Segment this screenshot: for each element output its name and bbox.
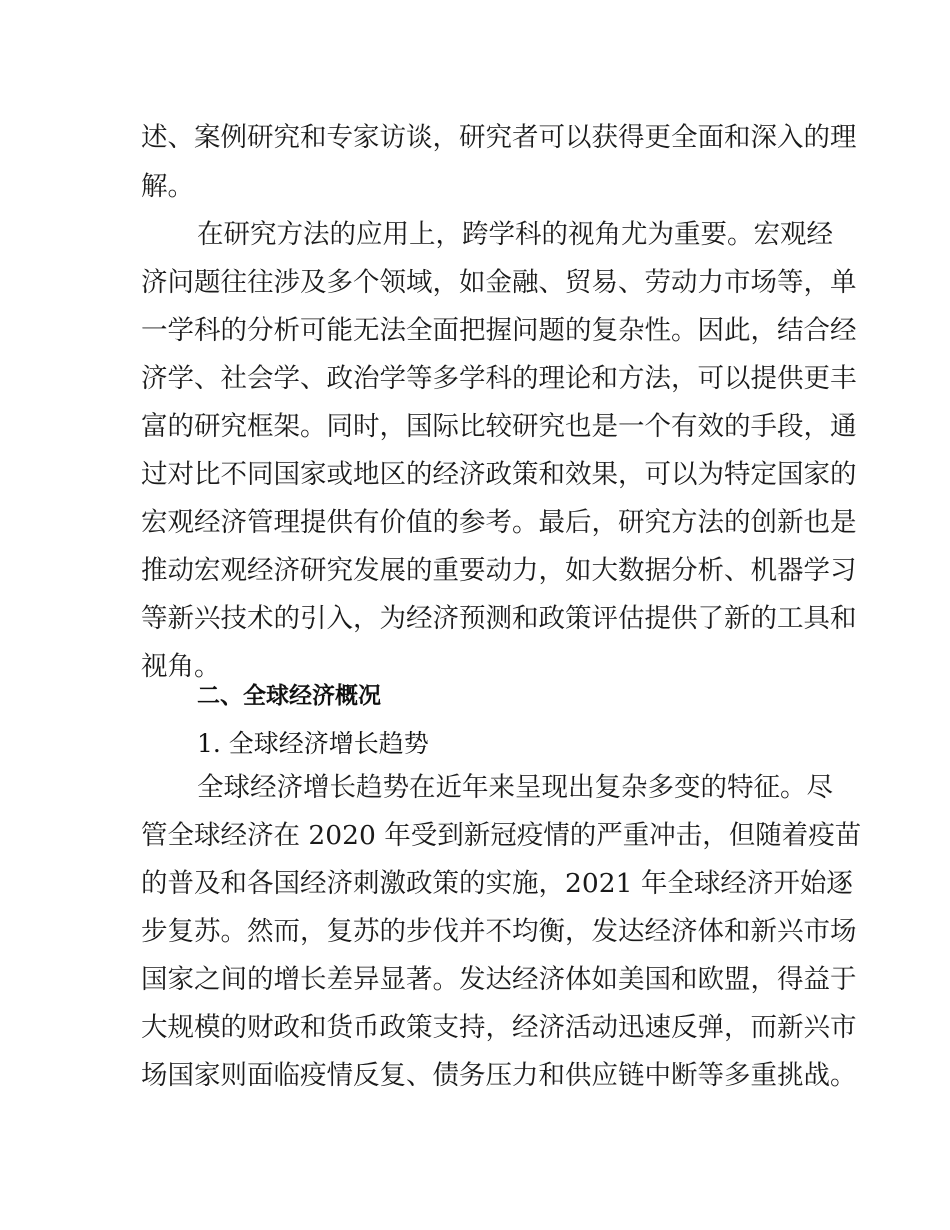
paragraph-line: 国家之间的增长差异显著。发达经济体如美国和欧盟，得益于 <box>141 964 857 995</box>
paragraph-line: 宏观经济管理提供有价值的参考。最后，研究方法的创新也是 <box>141 507 857 538</box>
paragraph-line: 济学、社会学、政治学等多学科的理论和方法，可以提供更丰 <box>141 363 857 394</box>
paragraph-line: 全球经济增长趋势在近年来呈现出复杂多变的特征。尽 <box>197 772 833 803</box>
paragraph-line: 富的研究框架。同时，国际比较研究也是一个有效的手段，通 <box>141 411 857 442</box>
paragraph-line: 大规模的财政和货币政策支持，经济活动迅速反弹，而新兴市 <box>141 1012 857 1043</box>
paragraph-line: 的普及和各国经济刺激政策的实施，2021 年全球经济开始逐 <box>141 868 853 899</box>
paragraph-line: 在研究方法的应用上，跨学科的视角尤为重要。宏观经 <box>197 219 833 250</box>
paragraph-line: 过对比不同国家或地区的经济政策和效果，可以为特定国家的 <box>141 459 857 490</box>
paragraph-line: 推动宏观经济研究发展的重要动力，如大数据分析、机器学习 <box>141 555 857 586</box>
paragraph-line: 解。 <box>141 171 194 202</box>
paragraph-line: 济问题往往涉及多个领域，如金融、贸易、劳动力市场等，单 <box>141 267 857 298</box>
paragraph-line: 等新兴技术的引入，为经济预测和政策评估提供了新的工具和 <box>141 603 857 634</box>
section-heading: 二、全球经济概况 <box>197 683 381 709</box>
paragraph-line: 管全球经济在 2020 年受到新冠疫情的严重冲击，但随着疫苗 <box>141 820 862 851</box>
subsection-heading: 1. 全球经济增长趋势 <box>197 729 429 758</box>
paragraph-line: 一学科的分析可能无法全面把握问题的复杂性。因此，结合经 <box>141 315 857 346</box>
paragraph-line: 步复苏。然而，复苏的步伐并不均衡，发达经济体和新兴市场 <box>141 916 857 947</box>
paragraph-line: 述、案例研究和专家访谈，研究者可以获得更全面和深入的理 <box>141 122 857 153</box>
paragraph-line: 视角。 <box>141 651 221 682</box>
paragraph-line: 场国家则面临疫情反复、债务压力和供应链中断等多重挑战。 <box>141 1060 857 1091</box>
